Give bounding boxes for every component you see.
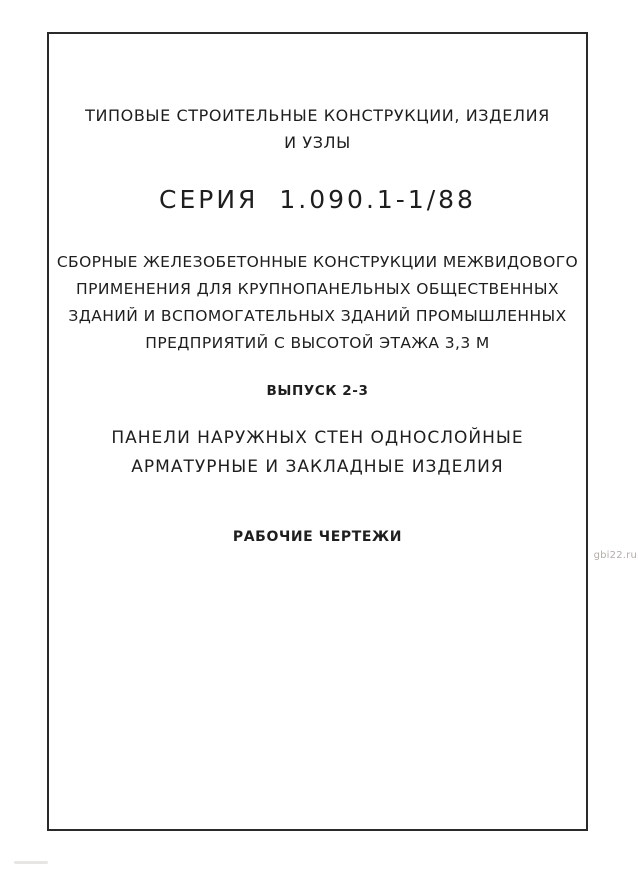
description-line: ЗДАНИЙ И ВСПОМОГАТЕЛЬНЫХ ЗДАНИЙ ПРОМЫШЛЕННЫХ [68,307,567,325]
description-line: ПРИМЕНЕНИЯ ДЛЯ КРУПНОПАНЕЛЬНЫХ ОБЩЕСТВЕННЫХ [76,280,559,298]
header-line-1: ТИПОВЫЕ СТРОИТЕЛЬНЫЕ КОНСТРУКЦИИ, ИЗДЕЛИЯ [85,106,550,125]
scan-artifact [14,861,48,864]
watermark: gbi22.ru [593,550,637,561]
issue-label: ВЫПУСК 2-3 [266,383,369,399]
header-line-2: И УЗЛЫ [284,133,351,152]
description-line: СБОРНЫЕ ЖЕЛЕЗОБЕТОННЫЕ КОНСТРУКЦИИ МЕЖВИДОВОГО [56,253,579,271]
series-title: СЕРИЯ 1.090.1-1/88 [159,185,476,214]
doc-type-label: РАБОЧИЕ ЧЕРТЕЖИ [232,529,403,545]
description-line: ПРЕДПРИЯТИЙ С ВЫСОТОЙ ЭТАЖА 3,3 М [145,334,490,352]
subject-line: ПАНЕЛИ НАРУЖНЫХ СТЕН ОДНОСЛОЙНЫЕ [111,428,524,448]
subject-block [47,424,588,482]
document-header [47,102,588,156]
description-block [47,249,588,357]
subject-line: АРМАТУРНЫЕ И ЗАКЛАДНЫЕ ИЗДЕЛИЯ [131,457,504,477]
